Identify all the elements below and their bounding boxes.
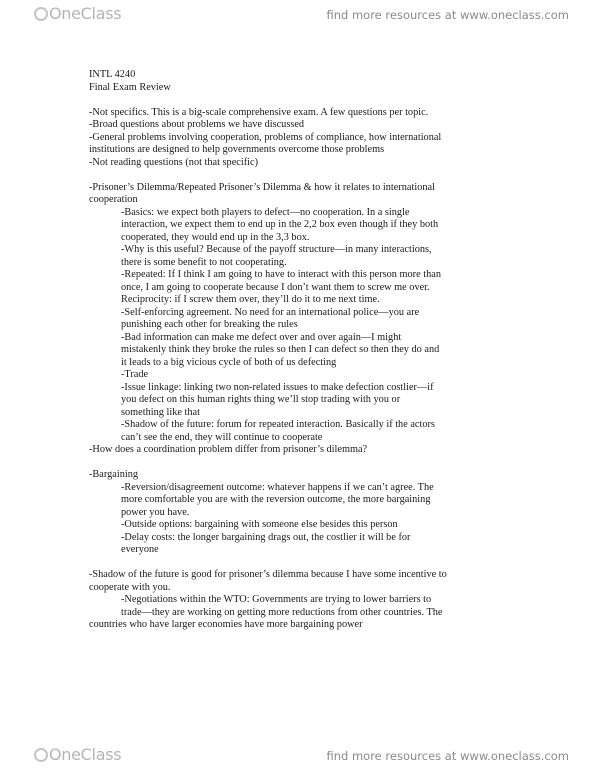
text-line: -How does a coordination problem differ from prisoner’s dilemma? [89, 444, 368, 455]
oneclass-logo[interactable] [34, 4, 121, 23]
text-line: cooperation [89, 194, 138, 205]
blank-line [89, 457, 529, 470]
text-line: INTL 4240 [89, 69, 136, 80]
text-line: -Basics: we expect both players to defect—no cooperation. In a single [121, 206, 410, 218]
text-line: mistakenly think they broke the rules so then I can defect so then they do and [121, 344, 440, 355]
text-line: -Bargaining [89, 469, 138, 480]
logo-text: OneClass [49, 745, 122, 764]
text-line: -Not reading questions (not that specific) [89, 156, 258, 168]
text-line: -General problems involving cooperation, problems of compliance, how international [89, 131, 442, 143]
text-line: -Trade [121, 369, 149, 380]
text-line: can’t see the end, they will continue to cooperate [121, 431, 323, 443]
text-line: -Bad information can make me defect over and over again—I might [121, 331, 402, 343]
text-line: -Shadow of the future: forum for repeated interaction. Basically if the actors [121, 419, 435, 430]
text-line: punishing each other for breaking the rules [121, 319, 298, 330]
text-line: Reciprocity: if I screw them over, they’ll do it to me next time. [121, 294, 380, 305]
oneclass-logo-icon [34, 7, 48, 21]
text-line: something like that [121, 406, 200, 418]
text-line: -Self-enforcing agreement. No need for an international police—you are [121, 306, 420, 318]
header-tagline[interactable]: find more resources at www.oneclass.com [326, 8, 569, 22]
text-line: everyone [121, 544, 159, 555]
blank-line [89, 94, 529, 107]
text-line: there is some benefit to not cooperating. [121, 256, 287, 268]
text-line: interaction, we expect them to end up in the 2,2 box even though if they both [121, 219, 439, 230]
footer-tagline[interactable]: find more resources at www.oneclass.com [326, 749, 569, 763]
text-line: cooperated, they would end up in the 3,3 box. [121, 231, 310, 243]
text-line: countries who have larger economies have more bargaining power [89, 619, 363, 630]
text-line: -Outside options: bargaining with someone else besides this person [121, 519, 398, 530]
text-line: trade—they are working on getting more reductions from other countries. The [121, 606, 443, 618]
page-footer [0, 740, 595, 770]
text-line: you defect on this human rights thing we’ll stop trading with you or [121, 394, 401, 405]
blank-line [89, 169, 529, 182]
logo-text: OneClass [49, 4, 122, 23]
text-line: institutions are designed to help governments overcome those problems [89, 144, 385, 155]
text-line: cooperate with you. [89, 581, 171, 593]
text-line: it leads to a big vicious cycle of both of us defecting [121, 356, 337, 368]
oneclass-logo-icon [34, 748, 48, 762]
text-line: -Prisoner’s Dilemma/Repeated Prisoner’s Dilemma & how it relates to international [89, 181, 435, 193]
text-line: once, I am going to cooperate because I don’t want them to screw me over. [121, 281, 430, 293]
text-line: -Repeated: If I think I am going to have to interact with this person more than [121, 269, 441, 280]
text-line: -Issue linkage: linking two non-related issues to make defection costlier—if [121, 381, 434, 393]
text-line: power you have. [121, 506, 190, 518]
text-line: more comfortable you are with the reversion outcome, the more bargaining [121, 494, 431, 505]
text-line: -Delay costs: the longer bargaining drags out, the costlier it will be for [121, 531, 411, 543]
oneclass-logo[interactable] [34, 745, 121, 764]
text-line: -Why is this useful? Because of the payoff structure—in many interactions, [121, 244, 432, 255]
text-line: -Not specifics. This is a big-scale comprehensive exam. A few questions per topic. [89, 106, 429, 118]
text-line: -Shadow of the future is good for prisoner’s dilemma because I have some incentive to [89, 569, 447, 580]
text-line: Final Exam Review [89, 81, 171, 93]
text-line: -Broad questions about problems we have discussed [89, 119, 305, 130]
text-line: -Reversion/disagreement outcome: whatever happens if we can’t agree. The [121, 481, 434, 493]
document-body [89, 69, 529, 632]
text-line: -Negotiations within the WTO: Governments are trying to lower barriers to [121, 594, 432, 605]
page-header [0, 0, 595, 30]
blank-line [89, 557, 529, 570]
